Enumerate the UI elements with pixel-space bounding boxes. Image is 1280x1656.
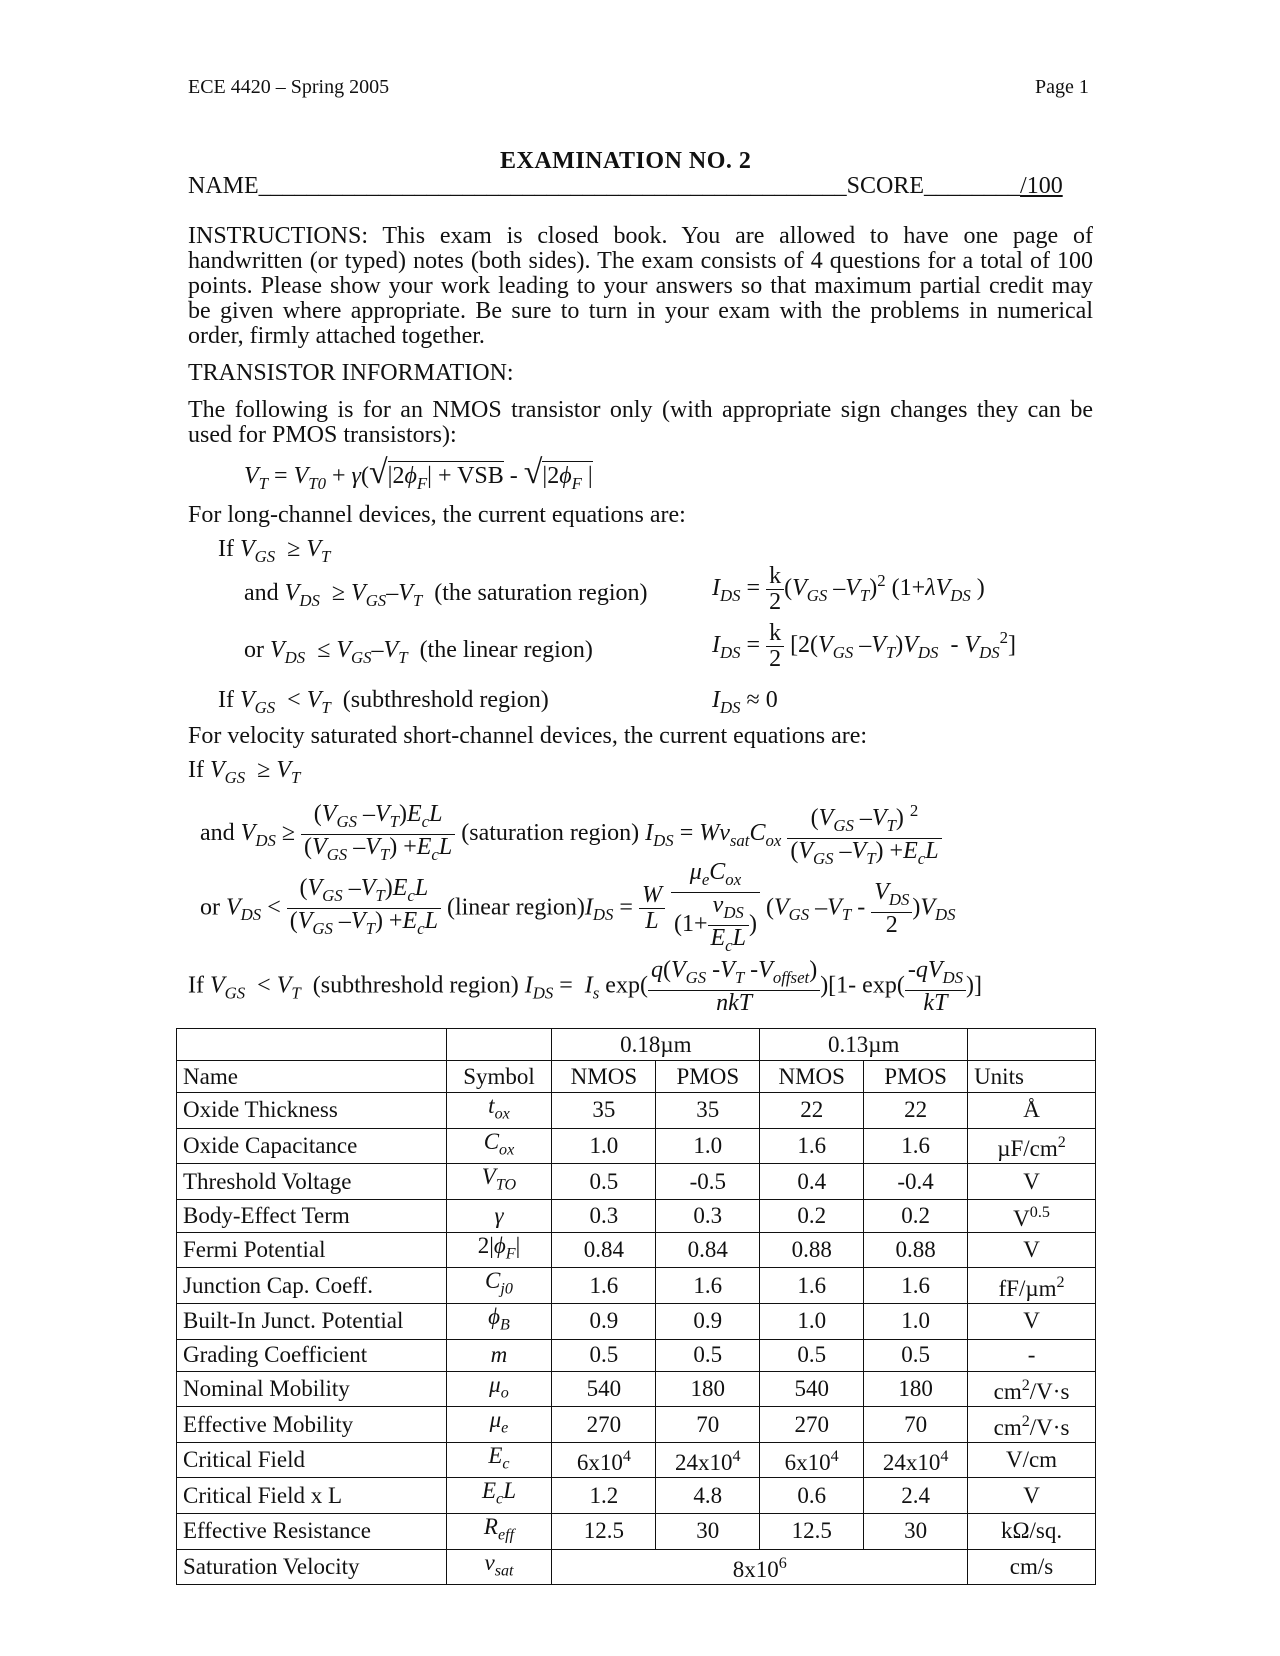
param-value: $8x10^6$ — [552, 1549, 968, 1585]
table-column-header-row — [177, 1061, 1096, 1093]
param-unit: cm/s — [968, 1549, 1096, 1585]
table-row — [177, 1164, 1096, 1200]
long-subthreshold-equation: $I_{DS} \approx 0$ — [712, 687, 778, 717]
param-value: 180 — [864, 1371, 968, 1407]
table-row — [177, 1478, 1096, 1514]
table-row — [177, 1549, 1096, 1585]
param-name: Critical Field x L — [177, 1478, 447, 1514]
param-name: Built-In Junct. Potential — [177, 1303, 447, 1339]
long-saturation-equation: $I_{DS}$ = $\frac{k}{2}$ ($V_{GS}$ $-V_T)^2$ ($1+\lambda V_{DS}$ ) — [712, 563, 985, 615]
approx-zero: ≈ 0 — [746, 687, 778, 713]
param-name: Oxide Thickness — [177, 1093, 447, 1129]
param-value: 0.5 — [552, 1339, 656, 1371]
page-number: Page 1 — [1035, 76, 1089, 98]
param-value: 0.2 — [760, 1199, 864, 1232]
param-value: 0.88 — [864, 1232, 968, 1268]
param-symbol: $V_{TO}$ — [446, 1164, 552, 1200]
param-unit: $\mu F/cm^2$ — [968, 1128, 1096, 1164]
table-row — [177, 1303, 1096, 1339]
group-013: 0.13µm — [760, 1029, 968, 1061]
param-value: 0.84 — [656, 1232, 760, 1268]
one-plus: 1+ — [681, 910, 708, 937]
param-value: 22 — [760, 1093, 864, 1129]
param-symbol: $\mu_e$ — [446, 1407, 552, 1443]
param-name: Body-Effect Term — [177, 1199, 447, 1232]
short-if-condition: If $V_{GS} \ge V_T$ — [188, 757, 301, 787]
param-value: 4.8 — [656, 1478, 760, 1514]
param-value: 1.6 — [760, 1128, 864, 1164]
param-value: 0.88 — [760, 1232, 864, 1268]
param-value: 540 — [552, 1371, 656, 1407]
param-value: 0.3 — [552, 1199, 656, 1232]
table-row — [177, 1407, 1096, 1443]
or-label: or — [244, 637, 264, 663]
col-header-nmos-013: NMOS — [760, 1061, 864, 1093]
exam-title: EXAMINATION NO. 2 — [500, 148, 752, 174]
or-label-2: or — [200, 894, 220, 921]
col-header-pmos-013: PMOS — [864, 1061, 968, 1093]
param-unit: Å — [968, 1093, 1096, 1129]
lin-region-label: (the linear region) — [419, 637, 593, 663]
k-num: k — [766, 564, 784, 590]
table-row — [177, 1128, 1096, 1164]
sat-region-label: (the saturation region) — [434, 580, 648, 606]
long-linear-condition: or $V_{DS} \le V_{GS}-V_T$ (the linear region) — [244, 637, 593, 667]
param-symbol: $t_{ox}$ — [446, 1093, 552, 1129]
param-value: 1.0 — [656, 1128, 760, 1164]
nmos-note: The following is for an NMOS transistor only (with appropriate sign changes they can be used for PMOS transistors): — [188, 397, 1093, 448]
param-unit: V — [968, 1232, 1096, 1268]
linear-region-label: (linear region) — [446, 894, 585, 921]
param-value: 2.4 — [864, 1478, 968, 1514]
param-value: 35 — [552, 1093, 656, 1129]
score-label: SCORE________ — [846, 173, 1021, 199]
param-value: 0.9 — [552, 1303, 656, 1339]
param-value: 0.5 — [656, 1339, 760, 1371]
sub-region-label: (subthreshold region) — [342, 687, 549, 713]
long-linear-equation: $I_{DS}$ = $\frac{k}{2}$ [$2(V_{GS}$ $-V_T)V_{DS} - V_{DS}^2$] — [712, 620, 1017, 672]
param-name: Effective Resistance — [177, 1514, 447, 1550]
table-row — [177, 1514, 1096, 1550]
if-label-3: If — [188, 757, 204, 783]
table-row — [177, 1268, 1096, 1304]
param-symbol: $E_cL$ — [446, 1478, 552, 1514]
k-num-2: k — [766, 621, 784, 647]
param-name: Nominal Mobility — [177, 1371, 447, 1407]
group-018: 0.18µm — [552, 1029, 760, 1061]
param-value: 22 — [864, 1093, 968, 1129]
param-value: 12.5 — [760, 1514, 864, 1550]
sub-region-label-2: (subthreshold region) — [312, 972, 519, 999]
param-value: 0.5 — [552, 1164, 656, 1200]
param-name: Grading Coefficient — [177, 1339, 447, 1371]
param-value: 270 — [760, 1407, 864, 1443]
param-name: Threshold Voltage — [177, 1164, 447, 1200]
param-name: Saturation Velocity — [177, 1549, 447, 1585]
param-unit: - — [968, 1339, 1096, 1371]
short-subthreshold-equation: If $V_{GS} < V_T$ (subthreshold region) $I_{DS} = I_s$ exp( $\frac{q(V_{GS} -V_T -V_{offset})}{\text{nkT}}$ )[1- exp( $\frac{-qV_{DS}}{kT}$ )] — [188, 957, 982, 1016]
param-symbol: $2|\phi_F|$ — [446, 1232, 552, 1268]
if-label: If — [218, 536, 234, 562]
transistor-parameter-table — [176, 1028, 1096, 1585]
param-value: 0.5 — [760, 1339, 864, 1371]
table-row — [177, 1371, 1096, 1407]
col-header-units: Units — [968, 1061, 1096, 1093]
table-row — [177, 1199, 1096, 1232]
instructions: INSTRUCTIONS: This exam is closed book. You are allowed to have one page of handwritten (or typed) notes (both sides). The exam consists of 4 questions for a total of 100 points. Please show your work leading to your answers so that maximum partial credit may be given where appropriate. Be sure to turn in your exam with the problems in numerical order, firmly attached together. — [188, 223, 1093, 349]
param-value: 1.6 — [760, 1268, 864, 1304]
param-value: 0.5 — [864, 1339, 968, 1371]
long-saturation-condition: and $V_{DS} \ge V_{GS}-V_T$ (the saturation region) — [244, 580, 648, 610]
param-value: 1.6 — [552, 1268, 656, 1304]
table-row — [177, 1442, 1096, 1478]
param-name: Critical Field — [177, 1442, 447, 1478]
param-value: 30 — [656, 1514, 760, 1550]
long-channel-intro: For long-channel devices, the current equations are: — [188, 502, 686, 528]
param-unit: $cm^2/V\cdot s$ — [968, 1371, 1096, 1407]
param-symbol: $R_{eff}$ — [446, 1514, 552, 1550]
two-den: 2 — [769, 589, 782, 615]
col-header-nmos-018: NMOS — [552, 1061, 656, 1093]
param-unit: V — [968, 1478, 1096, 1514]
param-value: 0.4 — [760, 1164, 864, 1200]
param-value: 70 — [656, 1407, 760, 1443]
param-symbol: γ — [446, 1199, 552, 1232]
param-value: 270 — [552, 1407, 656, 1443]
threshold-equation: $V_T = V_{T0} + \gamma(√|2\phi_F|$ + VSB - $√|2\phi_F$ | — [244, 454, 593, 493]
param-unit: fF/µm$^2$ — [968, 1268, 1096, 1304]
short-saturation-condition: and $V_{DS}$ ≥ $\frac{(V_{GS} -V_T)E_cL}{(V_{GS} -V_T) +E_cL}$ (saturation region) $I_{DS} = Wv_{sat}C_{ox}$ $\frac{(V_{GS} -V_T) ^2}{(V_{GS} -V_T) +E_cL}$ — [200, 798, 942, 871]
param-name: Fermi Potential — [177, 1232, 447, 1268]
name-field-line — [188, 174, 1063, 199]
and-label-2: and — [200, 820, 235, 847]
param-value: 180 — [656, 1371, 760, 1407]
exp-text: exp — [605, 972, 640, 999]
if-label-4: If — [188, 972, 204, 999]
short-channel-intro: For velocity saturated short-channel devices, the current equations are: — [188, 723, 868, 749]
param-symbol: $E_c$ — [446, 1442, 552, 1478]
param-value: -0.5 — [656, 1164, 760, 1200]
param-value: 12.5 — [552, 1514, 656, 1550]
one-minus-exp-text: 1- exp — [836, 972, 897, 999]
param-value: 540 — [760, 1371, 864, 1407]
param-symbol: m — [446, 1339, 552, 1371]
param-unit: V/cm — [968, 1442, 1096, 1478]
vsb-text: VSB — [457, 463, 504, 489]
param-value: 30 — [864, 1514, 968, 1550]
long-subthreshold-condition: If $V_{GS} < V_T$ (subthreshold region) — [218, 687, 549, 717]
param-symbol: $\mu_o$ — [446, 1371, 552, 1407]
param-value: 1.0 — [552, 1128, 656, 1164]
param-unit: kΩ/sq. — [968, 1514, 1096, 1550]
saturation-region-label: (saturation region) — [461, 820, 640, 847]
if-label-2: If — [218, 687, 234, 713]
param-value: 1.0 — [864, 1303, 968, 1339]
table-group-header-row — [177, 1029, 1096, 1061]
param-value: 70 — [864, 1407, 968, 1443]
and-label: and — [244, 580, 279, 606]
param-value: 0.84 — [552, 1232, 656, 1268]
two-den-2: 2 — [769, 646, 782, 672]
param-value: 35 — [656, 1093, 760, 1129]
param-value: 0.2 — [864, 1199, 968, 1232]
table-row — [177, 1093, 1096, 1129]
param-value: 0.9 — [656, 1303, 760, 1339]
col-header-name: Name — [177, 1061, 447, 1093]
param-value: 1.0 — [760, 1303, 864, 1339]
param-value: $6x10^4$ — [552, 1442, 656, 1478]
param-name: Effective Mobility — [177, 1407, 447, 1443]
table-row — [177, 1339, 1096, 1371]
name-label: NAME_________________________________________________ — [188, 173, 847, 199]
param-symbol: $C_{ox}$ — [446, 1128, 552, 1164]
param-value: 0.3 — [656, 1199, 760, 1232]
param-symbol: $v_{sat}$ — [446, 1549, 552, 1585]
table-row — [177, 1232, 1096, 1268]
param-value: 1.6 — [656, 1268, 760, 1304]
long-if-condition: If $V_{GS} \ge V_T$ — [218, 536, 331, 566]
param-unit: V — [968, 1303, 1096, 1339]
param-name: Junction Cap. Coeff. — [177, 1268, 447, 1304]
param-value: 1.6 — [864, 1268, 968, 1304]
col-header-symbol: Symbol — [446, 1061, 552, 1093]
score-total: /100 — [1020, 173, 1063, 199]
param-name: Oxide Capacitance — [177, 1128, 447, 1164]
param-value: $6x10^4$ — [760, 1442, 864, 1478]
param-value: 1.2 — [552, 1478, 656, 1514]
param-unit: V — [968, 1164, 1096, 1200]
short-linear-condition: or $V_{DS}$ < $\frac{(V_{GS} -V_T)E_cL}{(V_{GS} -V_T) +E_cL}$ (linear $region)I_{DS}$ = $\frac{W}{L}$ $\mu_eC_{ox}$ (1+ $\frac{v_{DS}}{E_cL}$ ) ($V_{GS}$ $-V_T$ - $\frac{V_{DS}}{2}$ )$V_{DS}$ — [200, 859, 956, 955]
two-den-3: 2 — [885, 911, 898, 938]
param-unit: $cm^2/V\cdot s$ — [968, 1407, 1096, 1443]
param-value: 0.6 — [760, 1478, 864, 1514]
param-unit: $V^{0.5}$ — [968, 1199, 1096, 1232]
param-symbol: $\phi_B$ — [446, 1303, 552, 1339]
parameter-rows — [177, 1093, 1096, 1585]
course-header: ECE 4420 – Spring 2005 — [188, 76, 390, 98]
param-symbol: $C_{j0}$ — [446, 1268, 552, 1304]
param-value: -0.4 — [864, 1164, 968, 1200]
param-value: $24x10^4$ — [656, 1442, 760, 1478]
param-value: 1.6 — [864, 1128, 968, 1164]
transistor-heading: TRANSISTOR INFORMATION: — [188, 360, 514, 386]
param-value: $24x10^4$ — [864, 1442, 968, 1478]
col-header-pmos-018: PMOS — [656, 1061, 760, 1093]
